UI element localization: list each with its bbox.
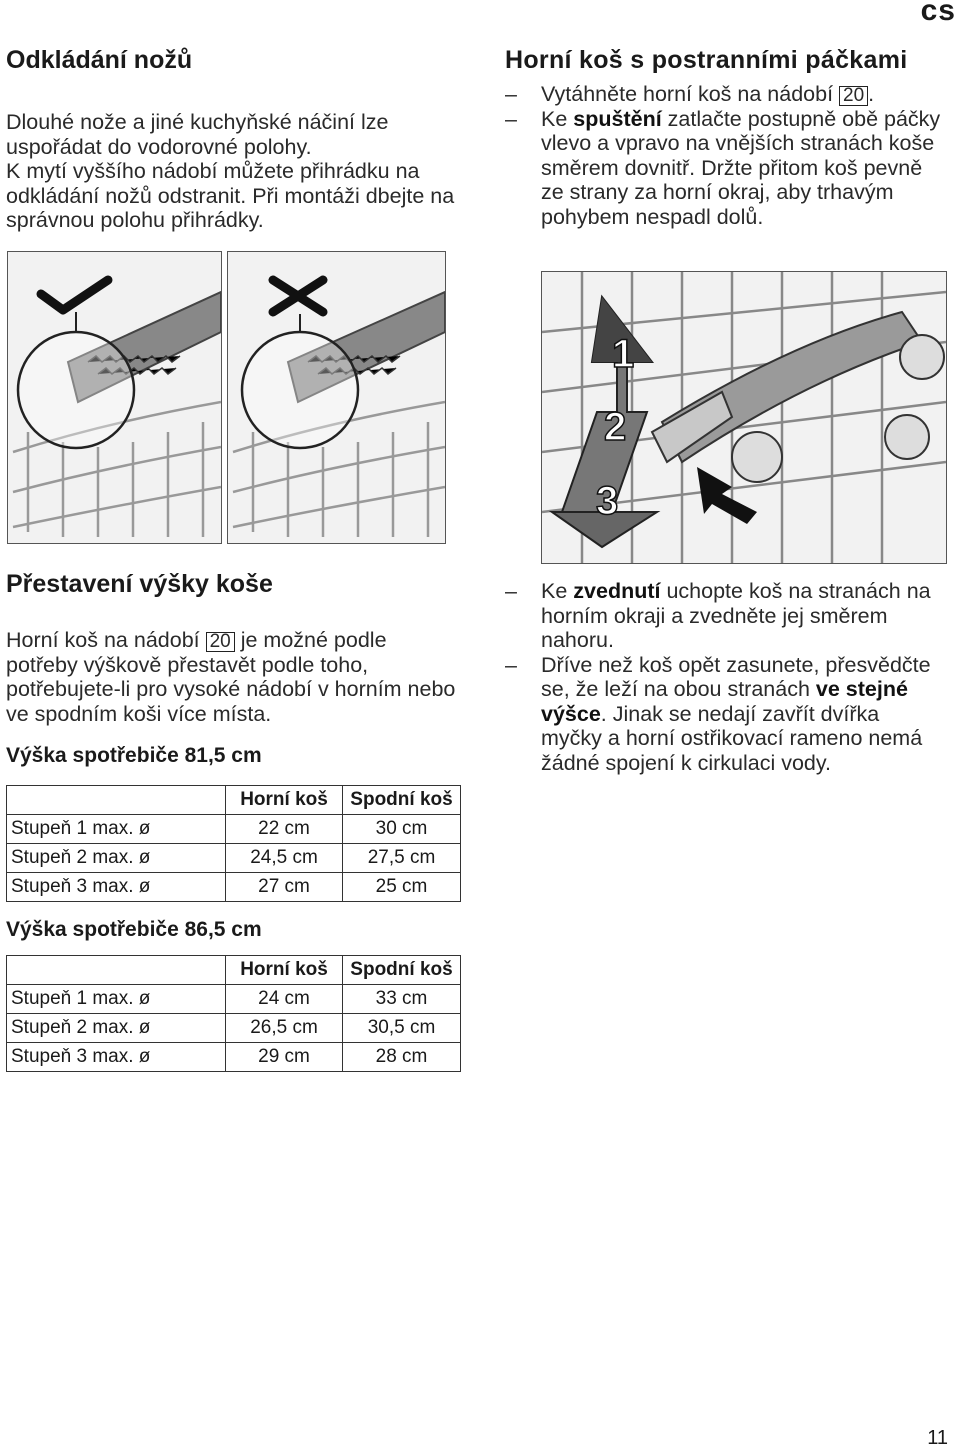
upper-basket-steps bbox=[505, 82, 950, 229]
table-cell: Stupeň 3 max. ø bbox=[7, 873, 226, 902]
table-cell: 29 cm bbox=[226, 1043, 343, 1072]
raise-step bbox=[505, 579, 945, 653]
table-1-header-row bbox=[7, 786, 461, 815]
table-cell: 24,5 cm bbox=[226, 844, 343, 873]
basket-levels-figure bbox=[541, 271, 947, 564]
height-text-b: je možné podle potřeby výškově přestavět podle toho, potřebujete-li pro vysoké nádobí v horním nebo ve spodním koši více místa. bbox=[6, 628, 456, 726]
table-2-title: Výška spotřebiče 86,5 cm bbox=[6, 918, 262, 941]
step-2-text-a: Ke bbox=[541, 106, 574, 131]
knife-rack-correct-illustration bbox=[8, 252, 221, 543]
table-2-header-lower: Spodní koš bbox=[343, 956, 461, 985]
table-cell: 30 cm bbox=[343, 815, 461, 844]
table-cell: 22 cm bbox=[226, 815, 343, 844]
knife-rack-wrong-figure bbox=[227, 251, 446, 544]
level-3-label: 3 bbox=[596, 479, 619, 523]
table-cell: 33 cm bbox=[343, 985, 461, 1014]
table-cell: 24 cm bbox=[226, 985, 343, 1014]
table-cell: 28 cm bbox=[343, 1043, 461, 1072]
raise-bold: zvednutí bbox=[573, 579, 661, 603]
table-row bbox=[7, 985, 461, 1014]
table-2-header-empty bbox=[7, 956, 226, 985]
check-text-a: Dříve než koš opět zasunete, přesvědčte se, že leží na obou stranách bbox=[541, 652, 931, 701]
knives-text-2b: přihrádky. bbox=[170, 208, 264, 232]
table-2 bbox=[6, 955, 461, 1072]
table-cell: 30,5 cm bbox=[343, 1014, 461, 1043]
table-row bbox=[7, 873, 461, 902]
table-cell: Stupeň 1 max. ø bbox=[7, 985, 226, 1014]
check-bold: ve stejné výšce bbox=[541, 677, 908, 726]
table-row bbox=[7, 844, 461, 873]
height-text bbox=[6, 628, 456, 726]
table-cell: 25 cm bbox=[343, 873, 461, 902]
cross-icon bbox=[273, 280, 323, 312]
table-row bbox=[7, 1043, 461, 1072]
table-row bbox=[7, 815, 461, 844]
table-cell: Stupeň 3 max. ø bbox=[7, 1043, 226, 1072]
knives-text-2a: K mytí vyššího nádobí můžete přihrádku na odkládání nožů odstranit. Při montáži dbejte na správnou polohu bbox=[6, 159, 455, 232]
upper-basket-step-1 bbox=[505, 82, 950, 107]
knives-section-title: Odkládání nožů bbox=[6, 46, 193, 74]
knife-rack-wrong-illustration bbox=[228, 252, 445, 543]
table-1-header-lower: Spodní koš bbox=[343, 786, 461, 815]
height-steps bbox=[505, 579, 945, 775]
language-code: cs bbox=[920, 0, 956, 27]
step-1-text: Vytáhněte horní koš na nádobí bbox=[541, 82, 840, 106]
raise-text-a: Ke bbox=[541, 579, 574, 603]
table-cell: 26,5 cm bbox=[226, 1014, 343, 1043]
table-cell: Stupeň 2 max. ø bbox=[7, 844, 226, 873]
step-2-text-b: zatlačte postupně obě páčky vlevo a vpravo na vnějších stranách koše směrem dovnitř. Držte přitom koš pevně ze strany za horní okraj, aby trhavým pohybem nespadl dolů. bbox=[541, 106, 941, 229]
table-1-header-upper: Horní koš bbox=[226, 786, 343, 815]
knife-rack-correct-figure bbox=[7, 251, 222, 544]
item-ref-20-height: 20 bbox=[206, 632, 235, 652]
height-section-text bbox=[6, 628, 456, 726]
raise-text-b: uchopte koš na stranách na horním okraji a zvedněte jej směrem nahoru. bbox=[541, 579, 931, 652]
item-ref-20: 20 bbox=[839, 86, 868, 106]
table-cell: 27,5 cm bbox=[343, 844, 461, 873]
table-cell: Stupeň 2 max. ø bbox=[7, 1014, 226, 1043]
table-row bbox=[7, 1014, 461, 1043]
step-2-bold: spuštění bbox=[573, 106, 662, 131]
upper-basket-step-2 bbox=[505, 107, 950, 230]
table-1 bbox=[6, 785, 461, 902]
step-1-end: . bbox=[868, 82, 875, 106]
table-2-header-upper: Horní koš bbox=[226, 956, 343, 985]
table-cell: 27 cm bbox=[226, 873, 343, 902]
knives-text-2 bbox=[6, 159, 486, 233]
level-2-label: 2 bbox=[604, 405, 627, 449]
knives-text-1: Dlouhé nože a jiné kuchyňské náčiní lze uspořádat do vodorovné polohy. bbox=[6, 110, 389, 159]
knives-section-text bbox=[6, 110, 486, 233]
checkmark-icon bbox=[41, 280, 108, 310]
table-1-header-empty bbox=[7, 786, 226, 815]
level-1-label: 1 bbox=[612, 332, 635, 376]
height-section-title: Přestavení výšky koše bbox=[6, 570, 273, 598]
page-number: 11 bbox=[927, 1427, 948, 1449]
basket-levels-illustration bbox=[542, 272, 946, 563]
table-cell: Stupeň 1 max. ø bbox=[7, 815, 226, 844]
upper-basket-title: Horní koš s postranními páčkami bbox=[505, 46, 908, 74]
check-step bbox=[505, 653, 945, 776]
check-text-b: . Jinak se nedají zavřít dvířka myčky a horní ostřikovací rameno nemá žádné spojení k cirkulaci vody. bbox=[541, 701, 923, 775]
table-2-header-row bbox=[7, 956, 461, 985]
height-text-a: Horní koš na nádobí bbox=[6, 628, 206, 652]
table-1-title: Výška spotřebiče 81,5 cm bbox=[6, 744, 262, 767]
